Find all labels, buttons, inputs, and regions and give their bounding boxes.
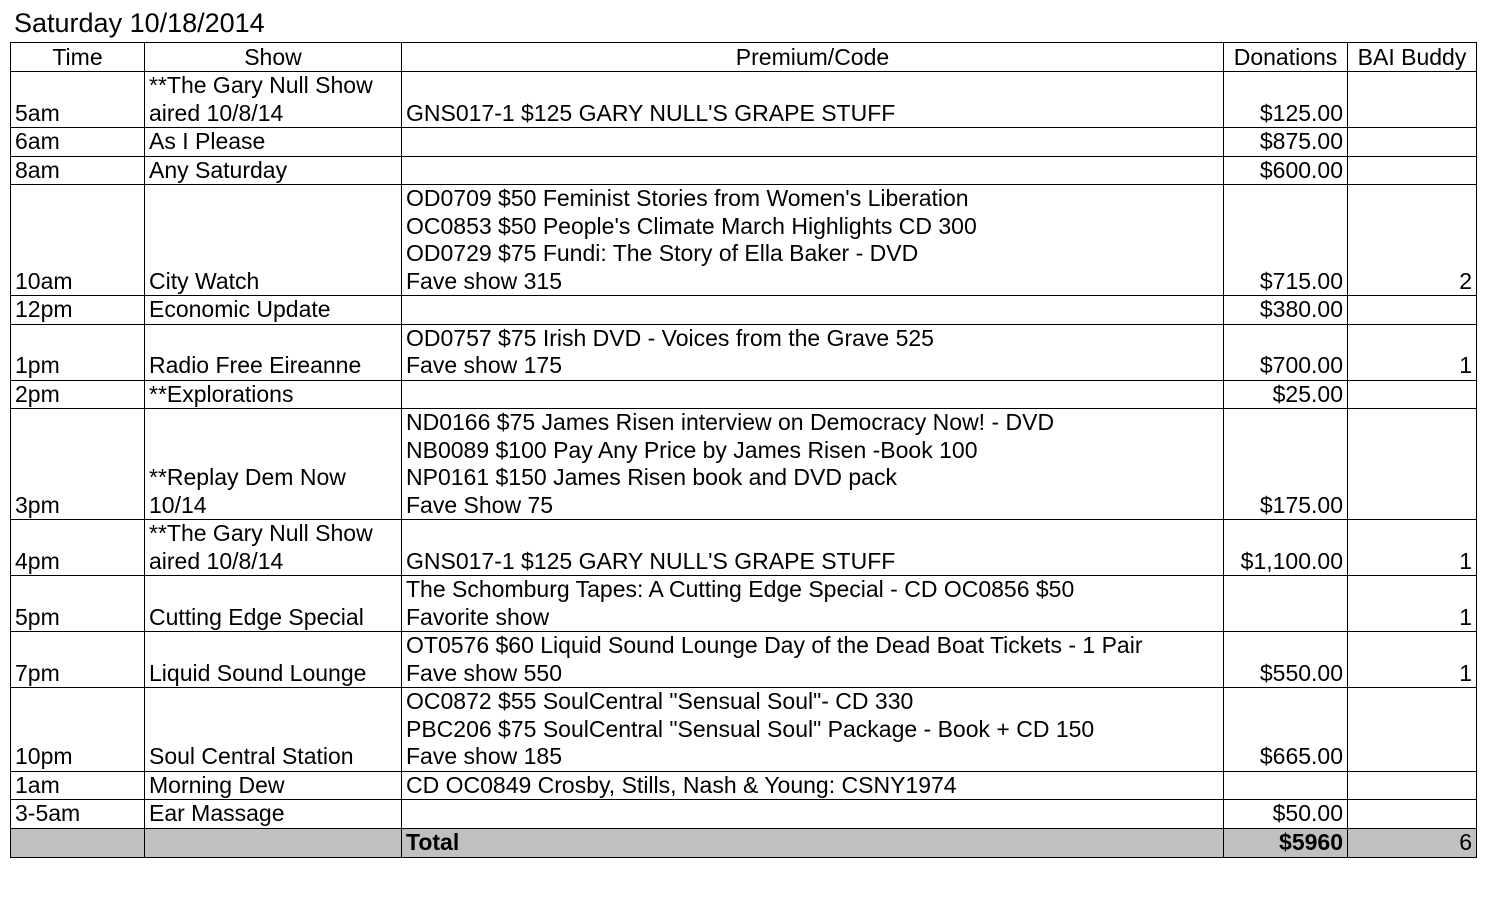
show-cell[interactable]: [145, 185, 402, 296]
premium-line: Fave show 175: [406, 352, 562, 378]
bai-buddy-cell[interactable]: 1: [1348, 520, 1477, 576]
show-line: Economic Update: [149, 296, 331, 322]
bai-buddy-cell[interactable]: 1: [1348, 324, 1477, 380]
donations-cell[interactable]: $600.00: [1224, 156, 1348, 185]
table-row: [11, 688, 1477, 772]
show-cell[interactable]: [145, 688, 402, 772]
header-premium[interactable]: Premium/Code: [402, 43, 1224, 72]
show-cell[interactable]: [145, 128, 402, 157]
show-cell[interactable]: [145, 72, 402, 128]
time-cell[interactable]: 1pm: [11, 324, 145, 380]
total-row: [11, 828, 1477, 857]
premium-cell[interactable]: [402, 688, 1224, 772]
bai-buddy-cell[interactable]: [1348, 688, 1477, 772]
show-line: Ear Massage: [149, 800, 285, 826]
header-show[interactable]: Show: [145, 43, 402, 72]
bai-buddy-cell[interactable]: [1348, 380, 1477, 409]
header-donations[interactable]: Donations: [1224, 43, 1348, 72]
premium-line: GNS017-1 $125 GARY NULL'S GRAPE STUFF: [406, 99, 896, 126]
show-line: aired 10/8/14: [149, 99, 284, 126]
premium-cell[interactable]: [402, 771, 1224, 800]
table-row: [11, 128, 1477, 157]
bai-buddy-cell[interactable]: [1348, 771, 1477, 800]
time-cell[interactable]: 1am: [11, 771, 145, 800]
show-line: **The Gary Null Show: [149, 520, 373, 546]
donations-cell[interactable]: $380.00: [1224, 296, 1348, 325]
premium-line: OD0729 $75 Fundi: The Story of Ella Baker - DVD: [406, 240, 919, 266]
premium-cell[interactable]: [402, 800, 1224, 829]
show-line: Soul Central Station: [149, 743, 354, 769]
table-row: [11, 156, 1477, 185]
time-cell[interactable]: 10am: [11, 185, 145, 296]
premium-line: Fave show 550: [406, 659, 562, 686]
premium-line: Fave Show 75: [406, 491, 554, 518]
show-line: **The Gary Null Show: [149, 72, 373, 98]
donations-cell[interactable]: $715.00: [1224, 185, 1348, 296]
show-cell[interactable]: [145, 771, 402, 800]
table-row: [11, 324, 1477, 380]
header-bai-buddy[interactable]: BAI Buddy: [1348, 43, 1477, 72]
show-line: Any Saturday: [149, 156, 288, 183]
premium-cell[interactable]: [402, 72, 1224, 128]
show-cell[interactable]: [145, 380, 402, 409]
show-cell[interactable]: [145, 520, 402, 576]
time-cell[interactable]: 3pm: [11, 409, 145, 520]
time-cell[interactable]: 8am: [11, 156, 145, 185]
total-time-cell[interactable]: [11, 828, 145, 857]
premium-cell[interactable]: [402, 576, 1224, 632]
premium-line: Fave show 185: [406, 743, 562, 769]
premium-line: PBC206 $75 SoulCentral "Sensual Soul" Package - Book + CD 150: [406, 715, 1095, 742]
total-show-cell[interactable]: [145, 828, 402, 857]
time-cell[interactable]: 12pm: [11, 296, 145, 325]
premium-cell[interactable]: [402, 632, 1224, 688]
donations-cell[interactable]: $550.00: [1224, 632, 1348, 688]
show-line: Radio Free Eireanne: [149, 352, 362, 378]
bai-buddy-cell[interactable]: [1348, 409, 1477, 520]
table-row: [11, 520, 1477, 576]
time-cell[interactable]: 6am: [11, 128, 145, 157]
premium-cell[interactable]: [402, 520, 1224, 576]
time-cell[interactable]: 4pm: [11, 520, 145, 576]
table-row: [11, 380, 1477, 409]
bai-buddy-cell[interactable]: 1: [1348, 632, 1477, 688]
total-donations[interactable]: $5960: [1224, 828, 1348, 857]
show-cell[interactable]: [145, 409, 402, 520]
time-cell[interactable]: 5pm: [11, 576, 145, 632]
premium-cell[interactable]: [402, 380, 1224, 409]
donations-cell[interactable]: $125.00: [1224, 72, 1348, 128]
table-row: [11, 72, 1477, 128]
donations-cell[interactable]: $700.00: [1224, 324, 1348, 380]
table-row: [11, 185, 1477, 296]
donations-cell[interactable]: [1224, 771, 1348, 800]
bai-buddy-cell[interactable]: [1348, 800, 1477, 829]
show-line: Cutting Edge Special: [149, 603, 364, 630]
premium-line: OC0872 $55 SoulCentral "Sensual Soul"- CD 330: [406, 688, 914, 714]
premium-line: OD0709 $50 Feminist Stories from Women's Liberation: [406, 185, 969, 211]
premium-line: OT0576 $60 Liquid Sound Lounge Day of the Dead Boat Tickets - 1 Pair: [406, 632, 1143, 658]
bai-buddy-cell[interactable]: [1348, 296, 1477, 325]
premium-cell[interactable]: [402, 128, 1224, 157]
time-cell[interactable]: 5am: [11, 72, 145, 128]
show-line: Liquid Sound Lounge: [149, 659, 367, 686]
show-cell[interactable]: [145, 296, 402, 325]
time-cell[interactable]: 7pm: [11, 632, 145, 688]
time-cell[interactable]: 10pm: [11, 688, 145, 772]
show-cell[interactable]: [145, 576, 402, 632]
donations-cell[interactable]: $1,100.00: [1224, 520, 1348, 576]
premium-line: OC0853 $50 People's Climate March Highlights CD 300: [406, 212, 977, 239]
show-line: Morning Dew: [149, 771, 285, 798]
donations-cell[interactable]: [1224, 576, 1348, 632]
header-time[interactable]: Time: [11, 43, 145, 72]
table-row: [11, 632, 1477, 688]
schedule-table: [10, 42, 1477, 858]
premium-line: CD OC0849 Crosby, Stills, Nash & Young: CSNY1974: [406, 771, 957, 798]
show-cell[interactable]: [145, 156, 402, 185]
show-line: City Watch: [149, 267, 260, 294]
donations-cell[interactable]: $875.00: [1224, 128, 1348, 157]
show-cell[interactable]: [145, 324, 402, 380]
sheet-title: Saturday 10/18/2014: [14, 8, 265, 38]
premium-line: NP0161 $150 James Risen book and DVD pack: [406, 464, 897, 490]
show-line: 10/14: [149, 491, 207, 518]
show-line: **Explorations: [149, 380, 294, 407]
table-row: [11, 296, 1477, 325]
premium-line: Favorite show: [406, 603, 550, 630]
time-cell[interactable]: 3-5am: [11, 800, 145, 829]
header-row: [11, 43, 1477, 72]
show-line: As I Please: [149, 128, 266, 154]
show-line: aired 10/8/14: [149, 547, 284, 574]
donations-cell[interactable]: $25.00: [1224, 380, 1348, 409]
premium-cell[interactable]: [402, 409, 1224, 520]
show-line: **Replay Dem Now: [149, 464, 346, 490]
time-cell[interactable]: 2pm: [11, 380, 145, 409]
premium-cell[interactable]: [402, 156, 1224, 185]
table-row: [11, 800, 1477, 829]
premium-line: NB0089 $100 Pay Any Price by James Risen -Book 100: [406, 436, 978, 463]
bai-buddy-cell[interactable]: [1348, 156, 1477, 185]
premium-line: GNS017-1 $125 GARY NULL'S GRAPE STUFF: [406, 547, 896, 574]
premium-cell[interactable]: [402, 185, 1224, 296]
bai-buddy-cell[interactable]: [1348, 128, 1477, 157]
premium-line: The Schomburg Tapes: A Cutting Edge Special - CD OC0856 $50: [406, 576, 1075, 602]
table-row: [11, 409, 1477, 520]
premium-cell[interactable]: [402, 324, 1224, 380]
table-row: [11, 771, 1477, 800]
bai-buddy-cell[interactable]: 2: [1348, 185, 1477, 296]
total-bai-buddy[interactable]: 6: [1348, 828, 1477, 857]
donations-cell[interactable]: $175.00: [1224, 409, 1348, 520]
table-row: [11, 576, 1477, 632]
bai-buddy-cell[interactable]: 1: [1348, 576, 1477, 632]
premium-line: OD0757 $75 Irish DVD - Voices from the Grave 525: [406, 324, 934, 351]
donations-cell[interactable]: $50.00: [1224, 800, 1348, 829]
premium-line: ND0166 $75 James Risen interview on Democracy Now! - DVD: [406, 409, 1055, 435]
premium-cell[interactable]: [402, 296, 1224, 325]
show-cell[interactable]: [145, 632, 402, 688]
total-label[interactable]: Total: [402, 828, 1224, 857]
premium-line: Fave show 315: [406, 267, 562, 294]
donations-cell[interactable]: $665.00: [1224, 688, 1348, 772]
show-cell[interactable]: [145, 800, 402, 829]
bai-buddy-cell[interactable]: [1348, 72, 1477, 128]
